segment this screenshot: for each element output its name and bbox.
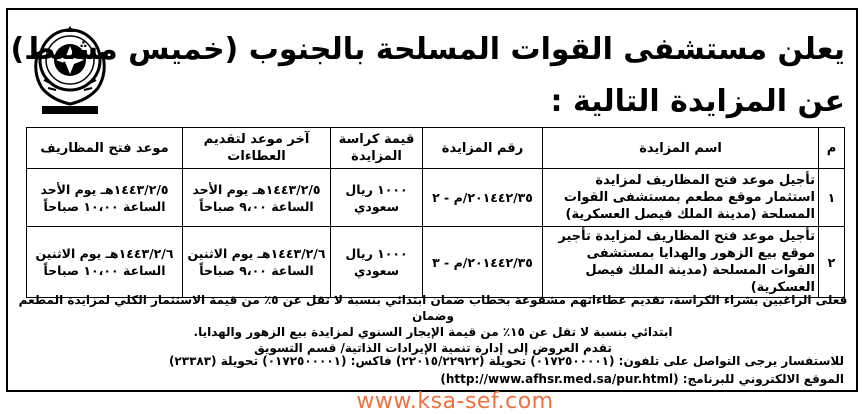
header-opening: موعد فتح المظاريف — [27, 128, 183, 169]
header-name: اسم المزايدة — [543, 128, 819, 169]
row-price: ١٠٠٠ ريال سعودي — [331, 227, 423, 298]
row-price: ١٠٠٠ ريال سعودي — [331, 169, 423, 227]
row-no: ١ — [819, 169, 845, 227]
header-no: م — [819, 128, 845, 169]
contact-website[interactable]: الموقع الالكتروني للبرنامج: (http://www.afhsr.med.sa/pur.html) — [440, 372, 844, 386]
watermark: www.ksa-sef.com — [356, 389, 554, 414]
row-name: تأجيل موعد فتح المظاريف لمزايدة استثمار موقع مطعم بمستشفى القوات المسلحة (مدينة الملك فيصل العسكرية) — [543, 169, 819, 227]
row-no: ٢ — [819, 227, 845, 298]
table-row — [27, 169, 845, 227]
subheadline: عن المزايدة التالية : — [550, 84, 845, 119]
terms-line-2: ابتدائي بنسبة لا تقل عن ١٥٪ من قيمة الإيجار السنوي لمزايدة بيع الزهور والهدايا. — [193, 325, 673, 339]
headline: يعلن مستشفى القوات المسلحة بالجنوب (خميس مشيط) — [10, 32, 845, 67]
row-deadline: ١٤٤٣/٢/٦هـ يوم الاثنين الساعة ٩،٠٠ صباحاً — [183, 227, 331, 298]
auction-table — [26, 127, 845, 298]
row-deadline: ١٤٤٣/٢/٥هـ يوم الأحد الساعة ٩،٠٠ صباحاً — [183, 169, 331, 227]
terms-line-1: فعلى الراغبين بشراء الكراسة، تقديم عطاءاتهم مشفوعة بخطاب ضمان ابتدائي بنسبة لا تقل عن ٥٪ من قيمة الاستثمار الكلي لمزايدة المطعم وضمان — [18, 293, 848, 323]
header-deadline: آخر موعد لتقديم العطاءات — [183, 128, 331, 169]
table-header-row — [27, 128, 845, 169]
terms-notes — [14, 292, 852, 356]
terms-line-3: تقدم العروض إلى إدارة تنمية الإيرادات الذاتية/ قسم التسويق — [254, 341, 612, 355]
row-number: ٢٠١٤٤٢/٣٥/م - ٢ — [423, 169, 543, 227]
row-name: تأجيل موعد فتح المظاريف لمزايدة تأجير موقع بيع الزهور والهدايا بمستشفى القوات المسلحة (مدينة الملك فيصل العسكرية) — [543, 227, 819, 298]
contact-phone: للاستفسار يرجى التواصل على تلفون: (٠١٧٢٥٠٠٠٠١) تحويلة (٢٢٠١٥/٢٢٩٢٢) فاكس: (٠١٧٢٥٠٠٠٠١) تحويلة (٢٣٣٨٣) — [168, 354, 844, 368]
table-row — [27, 227, 845, 298]
row-number: ٢٠١٤٤٢/٣٥/م - ٣ — [423, 227, 543, 298]
row-opening: ١٤٤٣/٢/٥هـ يوم الأحد الساعة ١٠،٠٠ صباحاً — [27, 169, 183, 227]
row-opening: ١٤٤٣/٢/٦هـ يوم الاثنين الساعة ١٠،٠٠ صباحاً — [27, 227, 183, 298]
header-price: قيمة كراسة المزايدة — [331, 128, 423, 169]
header-number: رقم المزايدة — [423, 128, 543, 169]
contact-info — [14, 352, 844, 388]
